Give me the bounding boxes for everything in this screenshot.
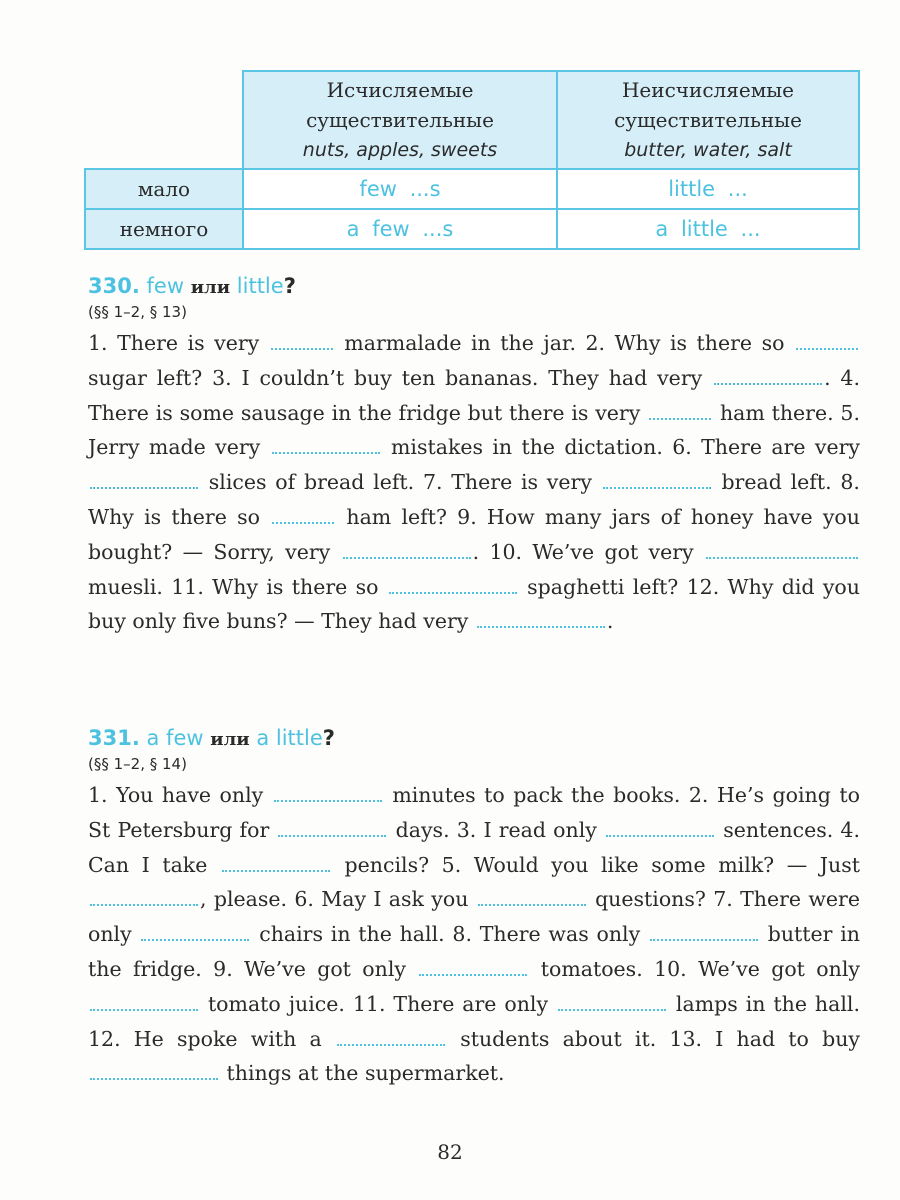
text-run: sugar left? 3. I couldn’t buy ten bananas. They had very xyxy=(88,365,703,390)
text-run: . xyxy=(606,609,614,634)
answer-gap[interactable] xyxy=(796,334,858,350)
answer-gap[interactable] xyxy=(714,369,822,385)
text-run: marmalade in the jar. 2. Why is there so xyxy=(344,331,785,355)
text-run: tomato juice. 11. There are only xyxy=(207,991,549,1016)
answer-gap[interactable] xyxy=(389,578,517,594)
answer-gap[interactable] xyxy=(603,473,711,489)
text-run: chairs in the hall. 8. There was only xyxy=(259,922,641,947)
text-run: students about it. 13. I had to buy xyxy=(460,1026,860,1051)
question-mark: ? xyxy=(283,274,296,298)
text-run: days. 3. I read only xyxy=(395,817,597,842)
option-1: a few xyxy=(146,726,204,750)
answer-gap[interactable] xyxy=(222,856,330,872)
option-1: few xyxy=(146,274,185,298)
answer-gap[interactable] xyxy=(90,1064,218,1080)
option-2: little xyxy=(236,274,284,298)
text-run: ham left? 9. How many jars of honey have you bought? — Sorry, very xyxy=(88,504,860,564)
text-run: lamps in the hall. 12. He spoke with a xyxy=(88,991,860,1051)
text-run: . 10. We’ve got very xyxy=(472,539,694,564)
answer-gap[interactable] xyxy=(141,925,249,941)
uncountable-title: Неисчисляемые существительные xyxy=(614,78,802,132)
answer-gap[interactable] xyxy=(272,508,334,524)
answer-gap[interactable] xyxy=(343,543,471,559)
table-row xyxy=(85,169,859,209)
answer-gap[interactable] xyxy=(558,995,666,1011)
row-label-a-few: немного xyxy=(85,209,243,249)
answer-gap[interactable] xyxy=(90,473,198,489)
answer-gap[interactable] xyxy=(706,543,858,559)
answer-gap[interactable] xyxy=(278,821,386,837)
text-run: butter in the fridge. 9. We’ve got only xyxy=(88,922,860,981)
exercise-330-title xyxy=(88,274,296,298)
text-run: bread left. 8. Why is there so xyxy=(88,470,860,529)
answer-gap[interactable] xyxy=(271,334,333,350)
answer-gap[interactable] xyxy=(272,438,380,454)
text-run: , please. 6. May I ask you xyxy=(200,887,469,912)
option-2: a little xyxy=(256,726,323,750)
text-run: questions? 7. There were only xyxy=(88,887,860,947)
text-run: sentences. 4. Can I take xyxy=(88,817,860,877)
row-label-few: мало xyxy=(85,169,243,209)
answer-gap[interactable] xyxy=(650,925,758,941)
answer-gap[interactable] xyxy=(477,612,605,628)
answer-gap[interactable] xyxy=(337,1030,445,1046)
cell-few-countable: few ...s xyxy=(243,169,557,209)
uncountable-examples: butter, water, salt xyxy=(624,139,792,161)
connector: или xyxy=(190,277,231,298)
countable-examples: nuts, apples, sweets xyxy=(302,139,498,161)
text-run: 1. You have only xyxy=(88,783,264,807)
exercise-330-text xyxy=(88,326,860,639)
answer-gap[interactable] xyxy=(90,995,198,1011)
text-run: mistakes in the dictation. 6. There are very xyxy=(390,435,861,460)
text-run: muesli. 11. Why is there so xyxy=(88,574,379,599)
exercise-331-reference: (§§ 1–2, § 14) xyxy=(88,755,187,773)
answer-gap[interactable] xyxy=(90,890,198,906)
exercise-330-reference: (§§ 1–2, § 13) xyxy=(88,303,187,321)
answer-gap[interactable] xyxy=(649,404,711,420)
answer-gap[interactable] xyxy=(606,821,714,837)
answer-gap[interactable] xyxy=(478,890,586,906)
text-run: ham there. 5. Jerry made very xyxy=(88,400,860,460)
table-row xyxy=(85,209,859,249)
cell-a-few-uncountable: a little ... xyxy=(557,209,859,249)
question-mark: ? xyxy=(322,726,335,750)
text-run: 1. There is very xyxy=(88,331,260,355)
exercise-number: 330. xyxy=(88,274,140,298)
text-run: pencils? 5. Would you like some milk? — Just xyxy=(344,852,860,877)
countable-title: Исчисляемые существительные xyxy=(306,78,494,132)
text-run: . 4. There is some sausage in the fridge but there is very xyxy=(88,365,860,425)
exercise-331-text xyxy=(88,778,860,1091)
answer-gap[interactable] xyxy=(274,786,382,802)
connector: или xyxy=(210,729,250,750)
page-number: 82 xyxy=(437,1140,463,1164)
cell-few-uncountable: little ... xyxy=(557,169,859,209)
text-run: minutes to pack the books. 2. He’s going to St Petersburg for xyxy=(88,783,860,842)
cell-a-few-countable: a few ...s xyxy=(243,209,557,249)
countable-header xyxy=(243,71,557,169)
exercise-number: 331. xyxy=(88,726,140,750)
exercise-331-title xyxy=(88,726,335,750)
uncountable-header xyxy=(557,71,859,169)
rule-table xyxy=(84,70,860,250)
text-run: things at the supermarket. xyxy=(226,1061,505,1086)
answer-gap[interactable] xyxy=(419,960,527,976)
text-run: spaghetti left? 12. Why did you buy only five buns? — They had very xyxy=(88,574,860,634)
text-run: slices of bread left. 7. There is very xyxy=(208,470,592,495)
table-corner xyxy=(85,71,243,169)
text-run: tomatoes. 10. We’ve got only xyxy=(540,956,860,981)
